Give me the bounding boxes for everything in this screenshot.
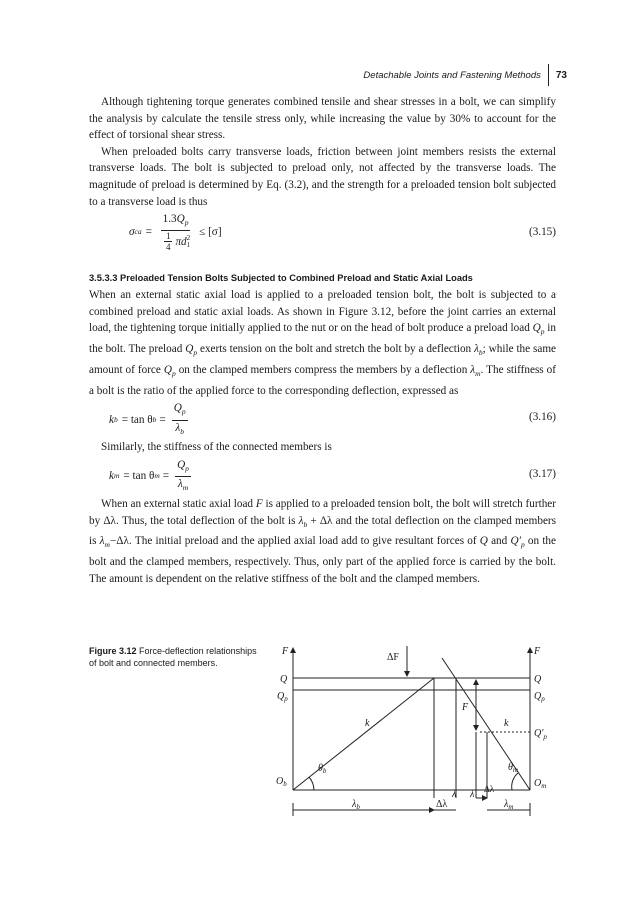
- label-Q-left: Q: [280, 674, 288, 685]
- section-heading: 3.5.3.3 Preloaded Tension Bolts Subjected to Combined Preload and Static Axial Loads: [89, 273, 473, 284]
- label-Qpp-right: $Q'_p$: [534, 728, 547, 741]
- eq315-num-coef: 1.3: [162, 213, 177, 226]
- label-Qp-right: $Q_p$: [534, 691, 545, 703]
- eq315-equals: =: [145, 225, 152, 238]
- eq317-mid: = tan θ: [123, 470, 155, 483]
- eq316-lhs: k: [109, 413, 114, 426]
- label-Qp-left: $Q_p$: [277, 691, 288, 703]
- page-header: [363, 64, 567, 86]
- label-F-mid: F: [462, 702, 469, 713]
- label-lambda-2: λ: [470, 789, 475, 800]
- figure-caption-text: Force-deflection relationships of bolt and connected members.: [89, 646, 257, 668]
- equation-3-15: [89, 210, 556, 258]
- eq316-lhs-sub: b: [113, 414, 118, 424]
- label-F-right: F: [534, 646, 541, 657]
- eq315-num-sym: Q: [176, 213, 185, 226]
- eq315-num-sub: p: [184, 218, 189, 228]
- paragraph-3: When an external static axial load is applied to a preloaded tension bolt, the bolt is subjected to a combined preload and static axial loads. As shown in Figure 3.12, before the joint carries an external load, the tightening torque initially applied to the nut or on the head of bolt produce a preload load $Q_p$ in the bolt. The preload $Q_p$ exerts tension on the bolt and stretch the bolt by a deflection $\lambda_b$; while the same amount of force $Q_p$ on the clamped members compress the members by a deflection $\lambda_m$. The stiffness of a bolt is the ratio of the applied force to the corresponding deflection, expressed as: [89, 289, 557, 397]
- label-theta-b: $\theta_b$: [318, 763, 327, 775]
- eq316-mid-sub: b: [152, 414, 157, 424]
- eq315-den-sup: 2: [186, 233, 191, 242]
- label-theta-m: $\theta_m$: [508, 762, 518, 774]
- label-F-left: F: [282, 646, 289, 657]
- label-dlam-bottom: Δλ: [436, 799, 448, 810]
- label-Ob: $O_b$: [276, 776, 287, 788]
- force-deflection-diagram: [262, 640, 562, 820]
- bolt-stiffness-line: [293, 678, 434, 790]
- paragraph-1: Although tightening torque generates combined tensile and shear stresses in a bolt, we can simplify the analysis by calculate the tensile stress only, while increasing the value by 30% to account for the effect of torsional shear stress.: [89, 96, 556, 142]
- label-deltaF: ΔF: [387, 652, 399, 663]
- label-k-left: k: [365, 718, 370, 729]
- label-lambda-b: $\lambda_b$: [352, 799, 360, 811]
- main-text: [89, 94, 556, 587]
- eq316-number: (3.16): [528, 411, 556, 424]
- label-lambda-1: λ: [452, 789, 457, 800]
- eq315-den-sub: 1: [186, 240, 191, 249]
- eq315-lhs-sub: ca: [134, 226, 142, 236]
- label-k-right: k: [504, 718, 509, 729]
- paragraph-2: When preloaded bolts carry transverse loads, friction between joint members resists the external transverse loads. The bolt is subjected to preload only, not affected by the transverse loads. The magnitude of preload is determined by Eq. (3.2), and the strength for a preloaded tension bolt subjected to a transverse load is thus: [89, 145, 556, 208]
- eq315-lhs: σ: [129, 225, 135, 238]
- figure-caption-label: Figure 3.12: [89, 646, 137, 656]
- page-number: 73: [555, 69, 567, 81]
- equation-3-17: [89, 456, 556, 496]
- equation-3-16: [89, 399, 556, 439]
- theta-b-arc: [309, 777, 314, 790]
- eq315-inner-den: 4: [165, 242, 171, 253]
- eq316-fraction: $\frac{Q_p}{\lambda_b}$: [173, 402, 186, 436]
- theta-m-arc: [512, 773, 518, 790]
- eq316-mid: = tan θ: [121, 413, 153, 426]
- eq315-inner-num: 1: [165, 231, 171, 242]
- header-divider: [548, 64, 549, 86]
- eq317-fraction: $\frac{Q_p}{\lambda_m}$: [177, 459, 189, 493]
- label-Q-right: Q: [534, 674, 542, 685]
- paragraph-5: When an external static axial load F is applied to a preloaded tension bolt, the bolt will stretch further by Δλ. Thus, the total deflection of the bolt is $\lambda_b + \Delta\lambda$ and the total deflection on the clamped members is $\lambda_m-\Delta\lambda$. The initial preload and the applied axial load add to give resultant forces of Q and $Q'_p$ on the bolt and the clamped members, respectively. Thus, only part of the applied force is carried by the bolt. The amount is dependent on the relative stiffness of the bolt and the clamped members.: [89, 498, 556, 585]
- eq316-equals: =: [159, 413, 166, 426]
- eq317-lhs: k: [109, 470, 114, 483]
- figure-caption: [89, 646, 259, 669]
- eq317-lhs-sub: m: [113, 471, 120, 481]
- eq315-den-sym: πd: [175, 235, 187, 248]
- label-lambda-m: $\lambda_m$: [504, 799, 514, 811]
- paragraph-4: Similarly, the stiffness of the connected members is: [101, 441, 332, 454]
- eq317-mid-sub: m: [154, 471, 160, 481]
- eq317-number: (3.17): [528, 468, 556, 481]
- eq315-number: (3.15): [528, 226, 556, 239]
- eq315-rhs: ≤ [σ]: [199, 225, 222, 238]
- label-dlam-small: Δλ: [484, 784, 495, 794]
- eq317-equals: =: [162, 470, 170, 483]
- running-title: Detachable Joints and Fastening Methods: [363, 69, 541, 81]
- label-Om: $O_m$: [534, 778, 547, 790]
- eq315-inner-frac: [164, 231, 173, 252]
- eq315-fraction: [159, 212, 192, 252]
